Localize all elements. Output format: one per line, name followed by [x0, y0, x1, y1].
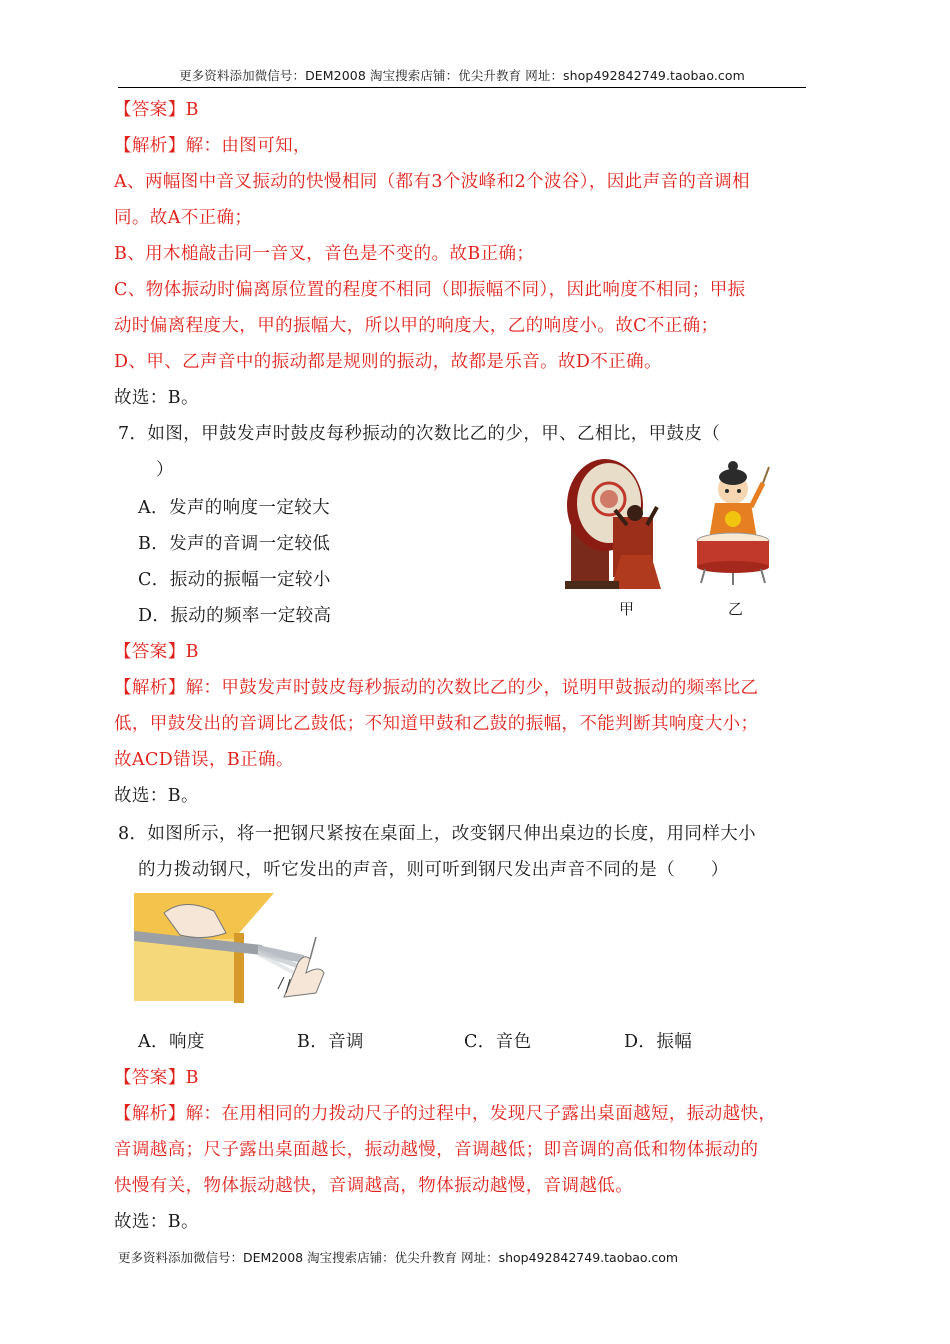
q7-analysis-line-1 — [114, 676, 758, 700]
q8-option-a: A．响度 — [138, 1032, 205, 1052]
q8-analysis-line-1 — [114, 1102, 776, 1126]
q8-option-b: B．音调 — [297, 1032, 364, 1052]
page-header: 更多资料添加微信号：DEM2008 淘宝搜索店铺：优尖升教育 网址：shop492842749.taobao.com — [179, 68, 745, 83]
q7-option-a: A．发声的响度一定较大 — [138, 498, 331, 518]
q7-stem-line-2: ） — [156, 460, 174, 480]
figure-label-yi: 乙 — [728, 600, 744, 618]
q8-stem-line-1: 8．如图所示，将一把钢尺紧按在桌面上，改变钢尺伸出桌边的长度，用同样大小 — [118, 824, 757, 844]
big-drum-illustration — [565, 459, 661, 589]
analysis-tag: 【解析】 — [114, 136, 186, 156]
analysis-tag: 【解析】 — [114, 678, 186, 698]
q6-analysis-line-7: D、甲、乙声音中的振动都是规则的振动，故都是乐音。故D不正确。 — [114, 352, 662, 372]
q7-option-b: B．发声的音调一定较低 — [138, 534, 331, 554]
page-footer: 更多资料添加微信号：DEM2008 淘宝搜索店铺：优尖升教育 网址：shop492842749.taobao.com — [118, 1250, 679, 1265]
analysis-text: 解：甲鼓发声时鼓皮每秒振动的次数比乙的少，说明甲鼓振动的频率比乙 — [185, 678, 759, 698]
figure-label-jia: 甲 — [619, 600, 635, 618]
q7-choice: 故选：B。 — [114, 786, 199, 806]
answer-value: B — [185, 642, 199, 662]
q7-option-d: D．振动的频率一定较高 — [138, 606, 332, 626]
q6-choice: 故选：B。 — [114, 388, 199, 408]
drums-figure — [565, 455, 785, 595]
small-drum-illustration — [697, 461, 769, 585]
q8-stem-line-2: 的力拨动钢尺，听它发出的声音，则可听到钢尺发出声音不同的是（ ） — [138, 860, 729, 880]
q7-option-c: C．振动的振幅一定较小 — [138, 570, 331, 590]
answer-tag: 【答案】 — [114, 1068, 186, 1088]
q8-choice: 故选：B。 — [114, 1212, 199, 1232]
header-divider — [118, 87, 806, 88]
q6-analysis-line-5: C、物体振动时偏离原位置的程度不相同（即振幅不同），因此响度不相同；甲振 — [114, 280, 746, 300]
q6-analysis-line-4: B、用木槌敲击同一音叉，音色是不变的。故B正确； — [114, 244, 535, 264]
analysis-text: 解：在用相同的力拨动尺子的过程中，发现尺子露出桌面越短，振动越快， — [185, 1104, 777, 1124]
answer-tag: 【答案】 — [114, 100, 186, 120]
q8-answer — [114, 1066, 199, 1090]
q7-analysis-line-3: 故ACD错误，B正确。 — [114, 750, 294, 770]
q7-analysis-line-2: 低，甲鼓发出的音调比乙鼓低；不知道甲鼓和乙鼓的振幅，不能判断其响度大小； — [114, 714, 759, 734]
q7-answer — [114, 640, 199, 664]
q6-analysis-line-2: A、两幅图中音叉振动的快慢相同（都有3个波峰和2个波谷），因此声音的音调相 — [114, 172, 750, 192]
answer-tag: 【答案】 — [114, 642, 186, 662]
answer-value: B — [185, 1068, 199, 1088]
q6-analysis-line-1 — [114, 134, 311, 158]
q8-analysis-line-2: 音调越高；尺子露出桌面越长，振动越慢，音调越低；即音调的高低和物体振动的 — [114, 1140, 759, 1160]
q6-answer — [114, 98, 199, 122]
analysis-tag: 【解析】 — [114, 1104, 186, 1124]
ruler-table-illustration — [134, 893, 324, 1003]
q6-analysis-line-6: 动时偏离程度大，甲的振幅大，所以甲的响度大，乙的响度小。故C不正确； — [114, 316, 719, 336]
answer-value: B — [185, 100, 199, 120]
q8-analysis-line-3: 快慢有关，物体振动越快，音调越高，物体振动越慢，音调越低。 — [114, 1176, 634, 1196]
ruler-figure — [134, 893, 334, 1003]
q7-stem-line-1: 7．如图，甲鼓发声时鼓皮每秒振动的次数比乙的少，甲、乙相比，甲鼓皮（ — [118, 424, 721, 444]
q6-analysis-line-3: 同。故A不正确； — [114, 208, 253, 228]
q8-option-c: C．音色 — [464, 1032, 532, 1052]
q8-option-d: D．振幅 — [624, 1032, 693, 1052]
analysis-text: 解：由图可知， — [185, 136, 311, 156]
